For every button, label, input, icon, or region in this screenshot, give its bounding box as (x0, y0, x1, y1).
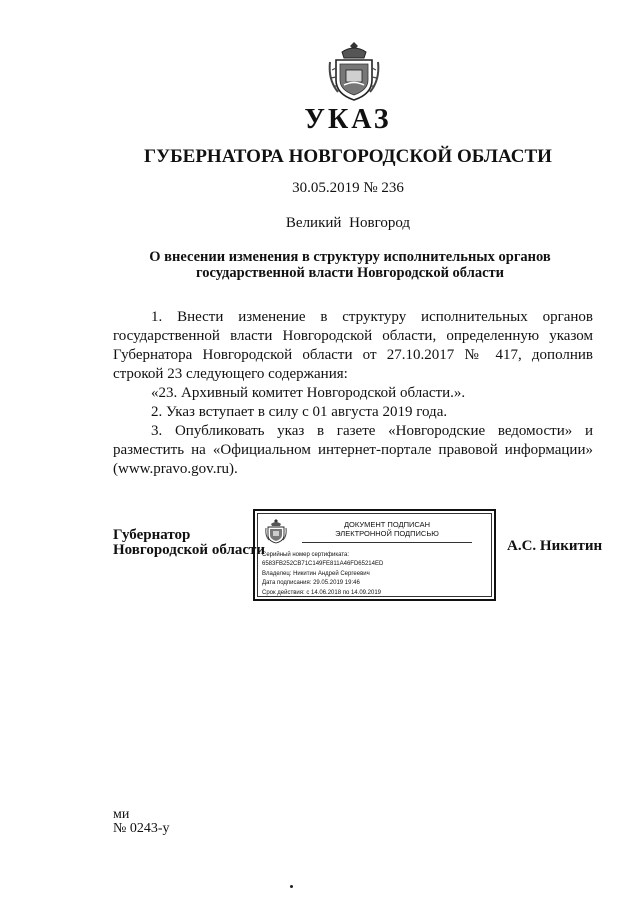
scan-dot (290, 885, 293, 888)
decree-subject (110, 249, 590, 281)
stamp-frame (257, 513, 492, 597)
executor-note (113, 808, 170, 836)
executor-initials: ми (113, 807, 130, 822)
paragraph-1-quote: «23. Архивный комитет Новгородской области.». (151, 385, 466, 401)
decree-body (113, 308, 593, 479)
paragraph-3: 3. Опубликовать указ в газете «Новгородские ведомости» и разместить на «Официальном интернет-портале правовой информации» (www.pravo.gov.ru). (113, 423, 593, 477)
certificate-serial-label: Серийный номер сертификата: (262, 552, 350, 558)
signatory-name: А.С. Никитин (507, 538, 603, 554)
stamp-details (262, 551, 494, 598)
signatory-position (113, 528, 265, 558)
paragraph-1: 1. Внести изменение в структуру исполнительных органов государственной власти Новгородской области, определенную указом Губернатора Новгородской области от 27.10.2017 № 417, дополнив строкой 23 следующего содержания: (113, 309, 593, 382)
certificate-validity: Срок действия: с 14.06.2018 по 14.09.2019 (262, 589, 382, 596)
stamp-heading-line-2: ЭЛЕКТРОННОЙ ПОДПИСЬЮ (335, 529, 439, 538)
coat-of-arms-icon (328, 40, 380, 102)
certificate-serial: 6583FB252CB71C149FE811A46FD65214ED (262, 561, 384, 568)
certificate-owner: Владелец: Никитин Андрей Сергеевич (262, 570, 370, 577)
position-line-1: Губернатор (113, 527, 191, 543)
signing-date: Дата подписания: 29.05.2019 19:46 (262, 580, 360, 587)
subject-line-2: государственной власти Новгородской области (196, 265, 504, 281)
paragraph-2: 2. Указ вступает в силу с 01 августа 2019 года. (151, 404, 448, 420)
date-number: 30.05.2019 № 236 (292, 180, 404, 196)
document-title: УКАЗ (304, 104, 392, 135)
stamp-heading-line-1: ДОКУМЕНТ ПОДПИСАН (343, 520, 431, 529)
electronic-signature-stamp (253, 509, 496, 601)
city-name: Великий Новгород (285, 215, 411, 231)
stamp-divider (302, 542, 472, 543)
position-line-2: Новгородской области (113, 542, 266, 558)
subject-line-1: О внесении изменения в структуру исполнительных органов (149, 249, 551, 265)
coat-of-arms-icon (265, 518, 287, 544)
executor-number: № 0243-у (113, 821, 170, 836)
stamp-heading (302, 520, 472, 538)
issuer-title: ГУБЕРНАТОРА НОВГОРОДСКОЙ ОБЛАСТИ (144, 146, 552, 167)
